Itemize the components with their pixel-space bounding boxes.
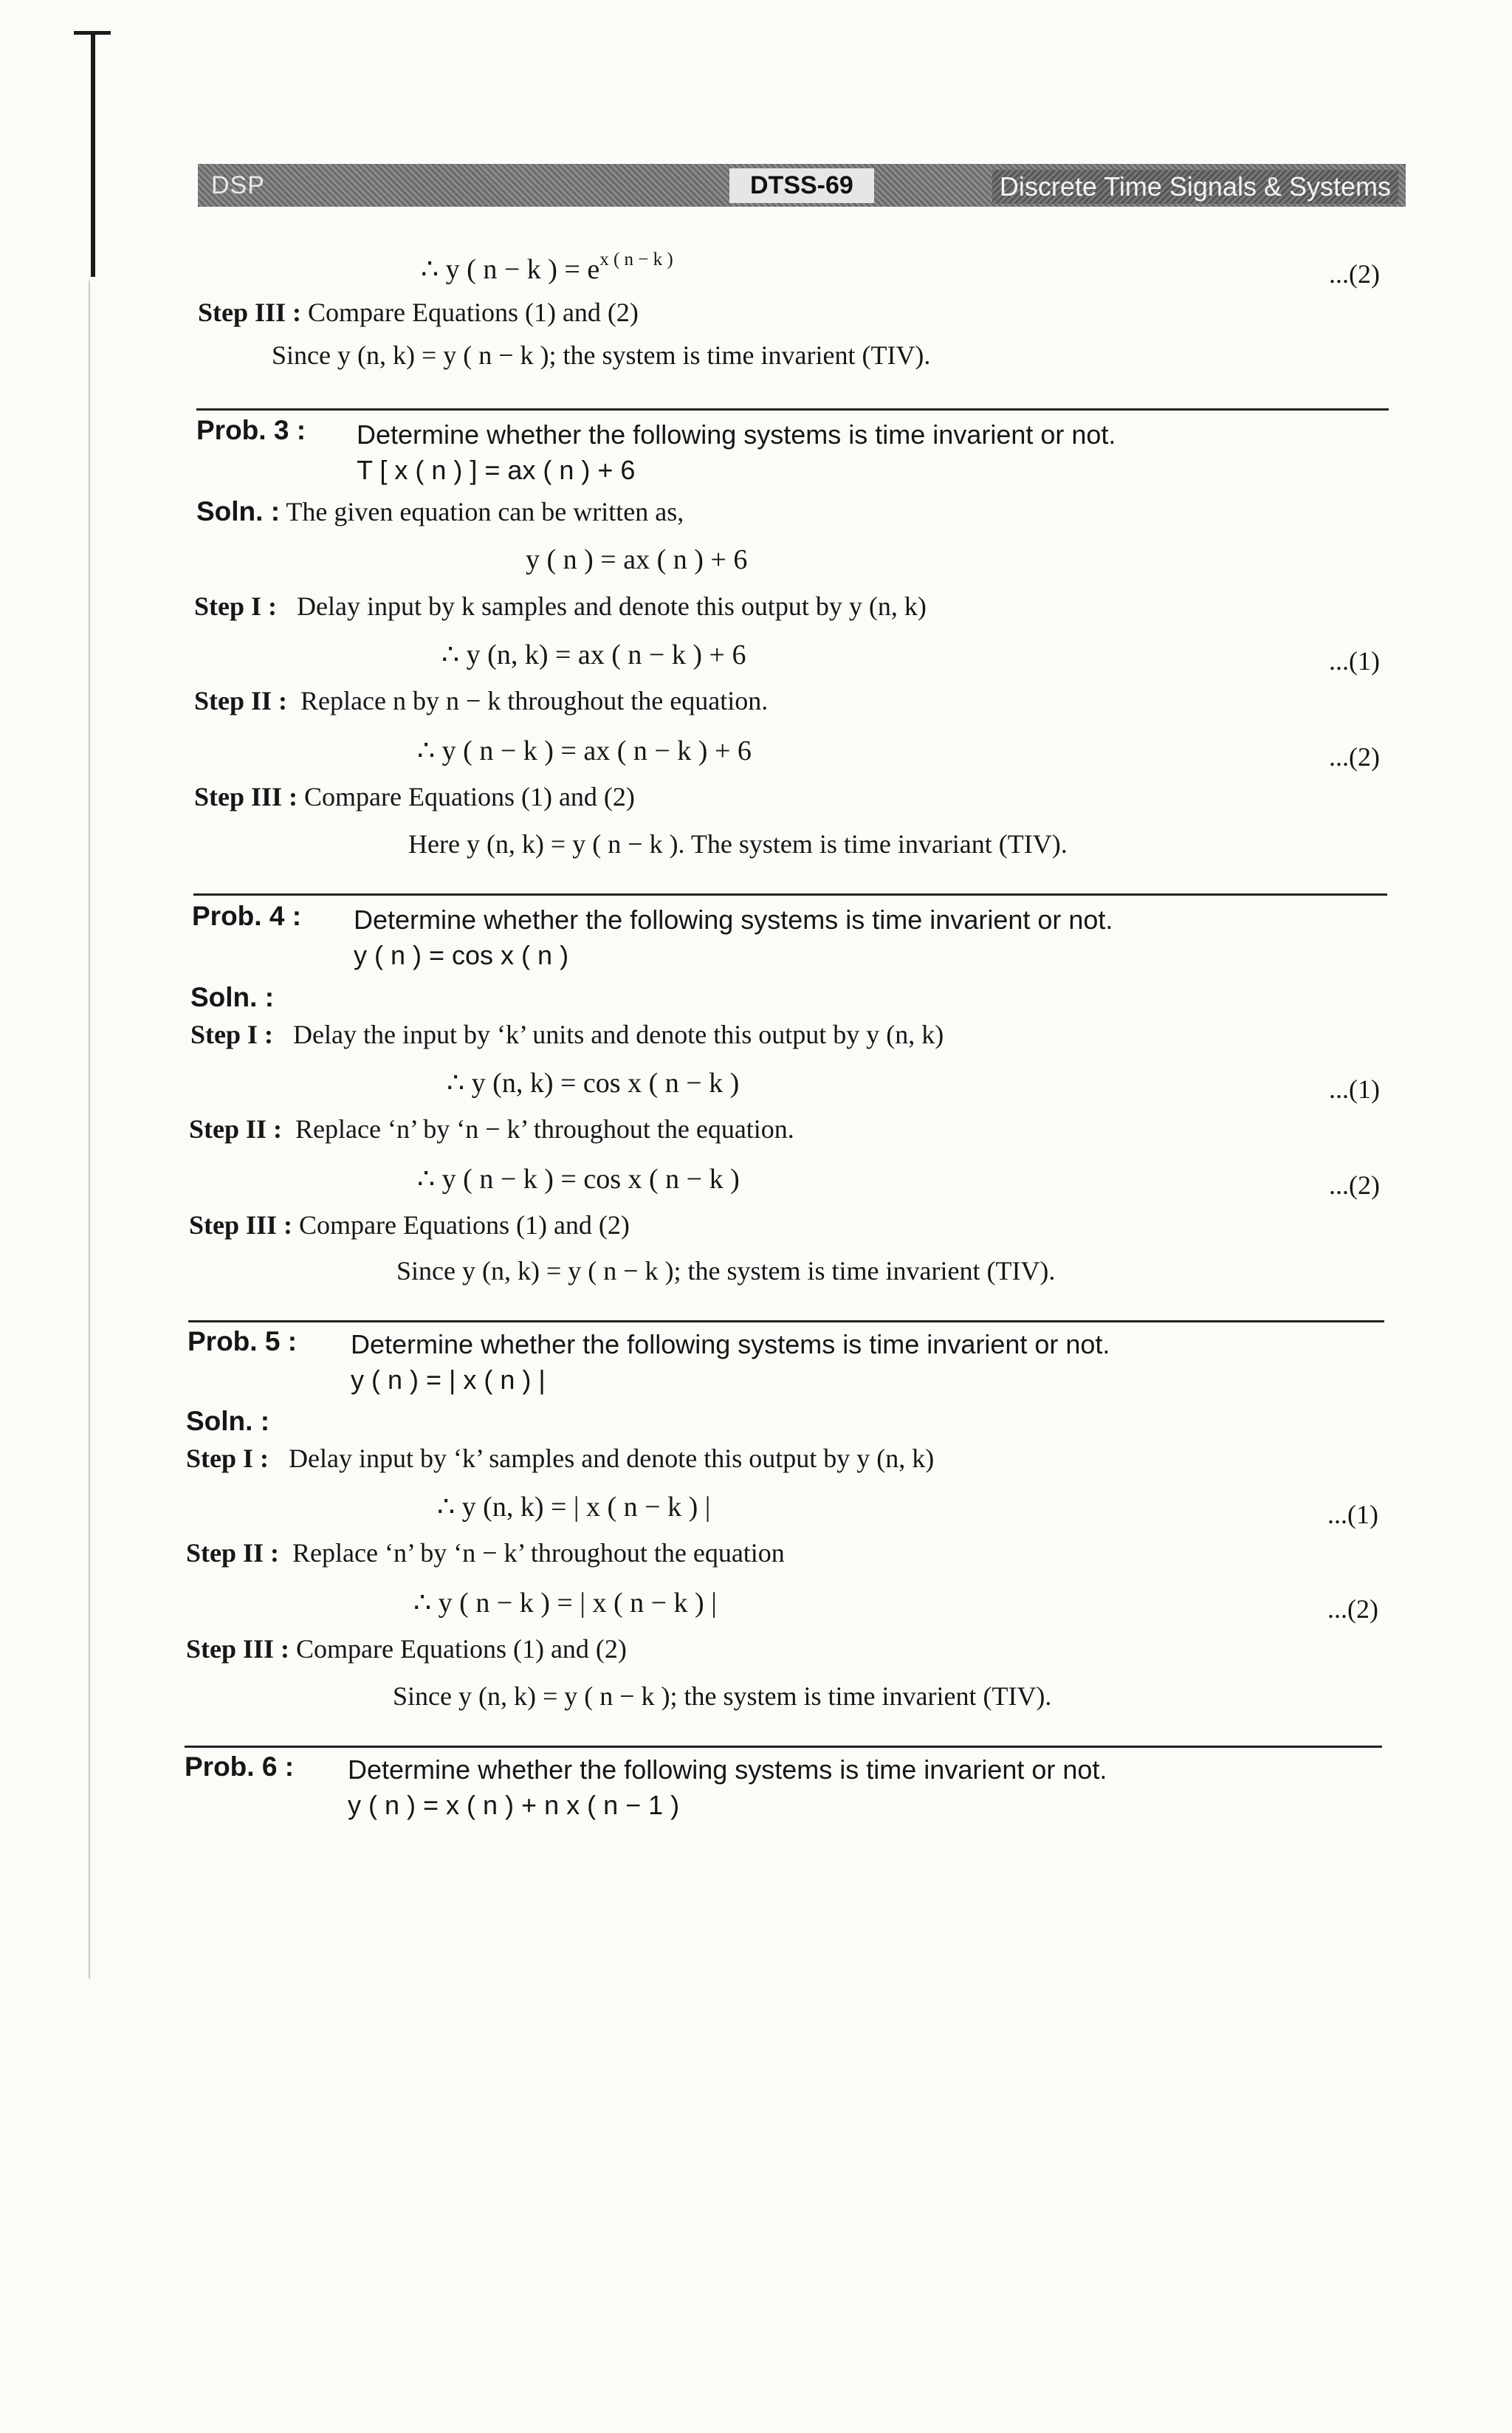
prob4-eq2-ref: ...(2) <box>1329 1170 1380 1200</box>
section-divider <box>193 893 1387 896</box>
prob6-expression: y ( n ) = x ( n ) + n x ( n − 1 ) <box>348 1790 680 1820</box>
prob4-step3-label: Step III : <box>189 1210 293 1240</box>
prob2-eq2-lhs: ∴ y ( n − k ) = e <box>421 254 600 285</box>
prob2-step3-label: Step III : <box>198 298 302 327</box>
prob5-eq1-ref: ...(1) <box>1327 1500 1378 1529</box>
section-divider <box>185 1746 1382 1748</box>
prob5-step3 <box>186 1633 627 1664</box>
prob3-step1 <box>194 591 927 622</box>
prob3-question: Determine whether the following systems is time invarient or not. <box>357 419 1116 450</box>
prob3-eq1: ∴ y (n, k) = ax ( n − k ) + 6 <box>441 639 746 670</box>
prob4-step1-label: Step I : <box>190 1020 274 1049</box>
prob5-step2 <box>186 1537 785 1568</box>
prob3-step2 <box>194 685 768 716</box>
prob5-conclusion: Since y (n, k) = y ( n − k ); the system is time invarient (TIV). <box>393 1681 1052 1711</box>
prob5-eq1: ∴ y (n, k) = | x ( n − k ) | <box>437 1492 711 1523</box>
prob3-step3-text: Compare Equations (1) and (2) <box>304 782 635 811</box>
prob5-eq2: ∴ y ( n − k ) = | x ( n − k ) | <box>413 1588 717 1619</box>
prob5-step1 <box>186 1443 934 1474</box>
prob5-step1-text: Delay input by ‘k’ samples and denote this output by y (n, k) <box>289 1444 935 1473</box>
prob3-label: Prob. 3 : <box>196 415 306 445</box>
prob4-question: Determine whether the following systems is time invarient or not. <box>354 905 1113 935</box>
prob3-given-eq: y ( n ) = ax ( n ) + 6 <box>526 544 748 575</box>
prob6-label: Prob. 6 : <box>185 1751 295 1782</box>
prob4-eq1: ∴ y (n, k) = cos x ( n − k ) <box>447 1068 740 1099</box>
prob3-step2-text: Replace n by n − k throughout the equation. <box>300 686 769 716</box>
header-page-number: DTSS-69 <box>729 168 874 203</box>
prob3-solution <box>196 496 684 527</box>
prob4-conclusion: Since y (n, k) = y ( n − k ); the system is time invarient (TIV). <box>396 1256 1056 1286</box>
prob4-expression: y ( n ) = cos x ( n ) <box>354 940 569 970</box>
prob3-step3-label: Step III : <box>194 782 298 811</box>
prob2-conclusion: Since y (n, k) = y ( n − k ); the system is time invarient (TIV). <box>272 340 931 370</box>
prob3-eq2: ∴ y ( n − k ) = ax ( n − k ) + 6 <box>417 735 752 766</box>
prob4-step2-label: Step II : <box>189 1114 283 1144</box>
prob4-step2-text: Replace ‘n’ by ‘n − k’ throughout the equation. <box>295 1114 794 1144</box>
prob2-eq2 <box>421 250 673 286</box>
prob4-step2 <box>189 1113 794 1145</box>
prob3-conclusion: Here y (n, k) = y ( n − k ). The system is time invariant (TIV). <box>408 829 1068 859</box>
prob2-step3 <box>198 297 639 328</box>
prob3-step1-text: Delay input by k samples and denote this output by y (n, k) <box>297 591 927 621</box>
prob5-step2-label: Step II : <box>186 1538 280 1568</box>
prob5-soln-label: Soln. : <box>186 1406 270 1436</box>
prob6-question: Determine whether the following systems is time invarient or not. <box>348 1754 1107 1785</box>
prob3-expression: T [ x ( n ) ] = ax ( n ) + 6 <box>357 455 636 485</box>
prob5-eq2-ref: ...(2) <box>1327 1594 1378 1624</box>
prob4-step3 <box>189 1209 630 1240</box>
prob4-step1 <box>190 1019 944 1050</box>
prob5-step3-label: Step III : <box>186 1634 290 1664</box>
section-divider <box>188 1320 1384 1322</box>
section-divider <box>196 408 1389 411</box>
prob4-eq2: ∴ y ( n − k ) = cos x ( n − k ) <box>417 1164 740 1195</box>
prob5-label: Prob. 5 : <box>188 1326 298 1356</box>
prob5-expression: y ( n ) = | x ( n ) | <box>351 1365 546 1395</box>
prob3-soln-text: The given equation can be written as, <box>286 497 684 526</box>
prob4-eq1-ref: ...(1) <box>1329 1074 1380 1104</box>
prob5-step1-label: Step I : <box>186 1444 269 1473</box>
prob2-step3-text: Compare Equations (1) and (2) <box>308 298 639 327</box>
prob5-step2-text: Replace ‘n’ by ‘n − k’ throughout the equation <box>292 1538 785 1568</box>
prob2-eq2-exponent: x ( n − k ) <box>599 250 673 270</box>
prob5-step3-text: Compare Equations (1) and (2) <box>296 1634 627 1664</box>
prob3-step2-label: Step II : <box>194 686 288 716</box>
prob4-soln-label: Soln. : <box>190 982 275 1012</box>
prob4-label: Prob. 4 : <box>192 901 302 931</box>
prob2-eq2-ref: ...(2) <box>1329 259 1380 289</box>
prob3-soln-label: Soln. : <box>196 496 281 526</box>
prob4-step3-text: Compare Equations (1) and (2) <box>299 1210 630 1240</box>
prob4-step1-text: Delay the input by ‘k’ units and denote this output by y (n, k) <box>293 1020 944 1049</box>
prob3-eq2-ref: ...(2) <box>1329 742 1380 772</box>
prob3-step1-label: Step I : <box>194 591 278 621</box>
prob3-eq1-ref: ...(1) <box>1329 646 1380 676</box>
prob3-step3 <box>194 781 635 812</box>
header-subject: DSP <box>211 171 265 199</box>
prob5-question: Determine whether the following systems is time invarient or not. <box>351 1329 1110 1359</box>
header-chapter-title: Discrete Time Signals & Systems <box>992 170 1398 204</box>
